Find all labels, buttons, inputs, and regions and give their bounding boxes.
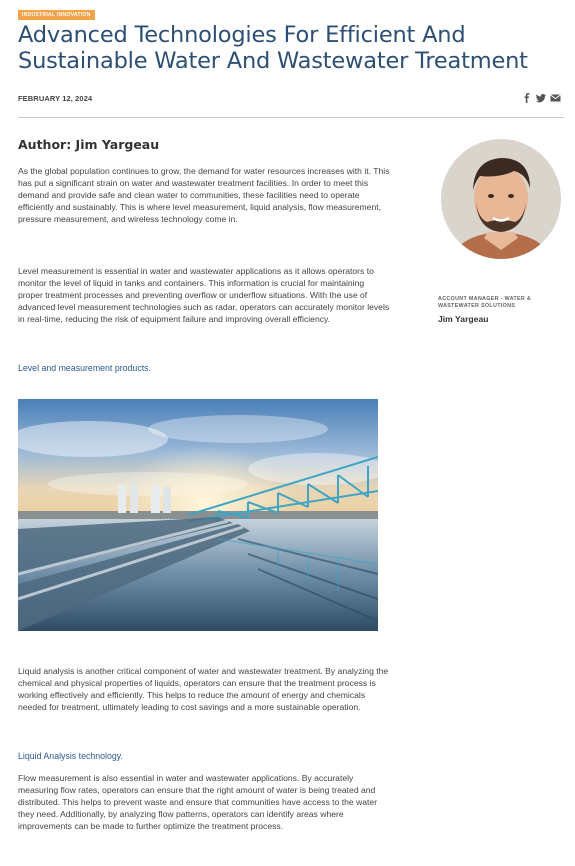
paragraph-intro: As the global population continues to grow, the demand for water resources increases with it. This has put a significant strain on water and wastewater treatment facilities. In order to meet this demand and provide safe and clean water to communities, these facilities need to operate efficiently and sustainably. This is where level measurement, liquid analysis, flow measurement, pressure measurement, and wireless technology come in.	[18, 166, 390, 224]
facebook-icon[interactable]	[522, 90, 532, 100]
page-title: Advanced Technologies For Efficient And Sustainable Water And Wastewater Treatment	[18, 22, 528, 74]
share-icons	[522, 90, 560, 100]
header-divider	[18, 117, 564, 118]
author-role: ACCOUNT MANAGER - WATER & WASTEWATER SOLUTIONS	[438, 296, 532, 309]
link-level-products[interactable]: Level and measurement products.	[18, 363, 152, 373]
author-heading: Author: Jim Yargeau	[18, 137, 160, 152]
paragraph-level: Level measurement is essential in water and wastewater applications as it allows operators to monitor the level of liquid in tanks and containers. This information is crucial for maintaining proper treatment processes and preventing overflow or underflow situations. With the use of advanced level measurement technologies such as radar, operators can accurately monitor levels in real-time, reducing the risk of equipment failure and improving overall efficiency.	[18, 266, 390, 324]
treatment-plant-image	[18, 399, 378, 631]
paragraph-liquid-analysis: Liquid analysis is another critical component of water and wastewater treatment. By analyzing the chemical and physical properties of liquids, operators can ensure that the treatment process is working effectively and efficiently. This helps to reduce the amount of energy and chemicals needed for treatment, ultimately leading to cost savings and a more sustainable operation.	[18, 666, 389, 712]
paragraph-flow: Flow measurement is also essential in water and wastewater applications. By accurately measuring flow rates, operators can ensure that the right amount of water is being treated and distributed. This helps to prevent waste and ensure that communities have access to the water they need. Additionally, by analyzing flow patterns, operators can identify areas where improvements can be made to further optimize the treatment process.	[18, 773, 378, 831]
category-badge[interactable]: INDUSTRIAL INNOVATION	[18, 10, 95, 20]
post-date: FEBRUARY 12, 2024	[18, 94, 93, 103]
email-icon[interactable]	[550, 90, 560, 100]
twitter-icon[interactable]	[536, 90, 546, 100]
link-liquid-analysis[interactable]: Liquid Analysis technology.	[18, 751, 123, 761]
author-name[interactable]: Jim Yargeau	[438, 314, 489, 324]
author-avatar	[440, 138, 562, 260]
